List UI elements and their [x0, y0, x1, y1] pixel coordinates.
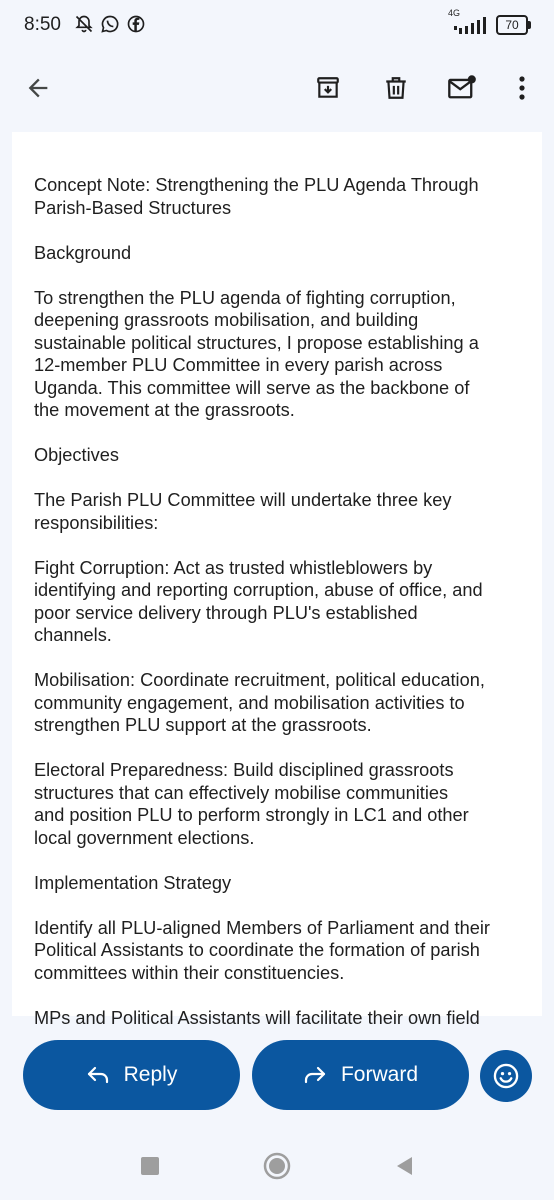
forward-button[interactable] — [252, 1040, 469, 1110]
status-system-icons — [448, 8, 528, 38]
home-circle-icon — [263, 1152, 291, 1180]
mark-unread-button[interactable] — [440, 66, 484, 110]
archive-button[interactable] — [306, 66, 350, 110]
archive-icon — [315, 75, 341, 101]
more-options-button[interactable] — [500, 66, 544, 110]
delete-button[interactable] — [374, 66, 418, 110]
section-heading-background: Background — [34, 242, 132, 263]
action-bar — [0, 1030, 554, 1120]
message-paragraph: Fight Corruption: Act as trusted whistleblowers by identifying and reporting corruption, abuse of office, and poor service delivery through PLU's established channels. — [34, 557, 483, 645]
emoji-icon — [492, 1062, 520, 1090]
message-paragraph: MPs and Political Assistants will facilitate their own field — [34, 1007, 480, 1028]
message-body — [34, 174, 526, 1052]
more-vert-icon — [518, 75, 526, 101]
emoji-reaction-button[interactable] — [480, 1050, 532, 1102]
reply-icon — [86, 1064, 110, 1086]
forward-label: Forward — [340, 1063, 419, 1086]
forward-icon — [303, 1064, 327, 1086]
email-toolbar — [0, 52, 554, 122]
message-paragraph: Electoral Preparedness: Build disciplined grassroots structures that can effectively mobilise communities and position PLU to perform strongly in LC1 and other local government elections. — [34, 760, 469, 848]
message-paragraph: To strengthen the PLU agenda of fighting corruption, deepening grassroots mobilisation, and building sustainable political structures, I propose establishing a 12-member PLU Committee in every parish across Uganda. This committee will serve as the backbone of the movement at the grassroots. — [34, 287, 479, 420]
signal-indicator — [448, 8, 488, 38]
back-arrow-icon — [24, 74, 52, 102]
section-heading-objectives: Objectives — [34, 445, 119, 465]
message-paragraph: Identify all PLU-aligned Members of Parliament and their Political Assistants to coordinate the formation of parish committees within their constituencies. — [34, 917, 490, 983]
muted-bell-icon — [74, 14, 94, 34]
battery-indicator: 70 — [496, 15, 528, 35]
recents-square-icon — [140, 1156, 160, 1176]
status-bar — [0, 0, 554, 52]
reply-label: Reply — [123, 1063, 178, 1086]
back-triangle-icon — [394, 1155, 414, 1177]
message-card — [12, 132, 542, 1028]
message-title: Concept Note: Strengthening the PLU Agenda Through Parish-Based Structures — [34, 175, 479, 218]
facebook-icon — [126, 14, 146, 34]
back-button[interactable] — [16, 66, 60, 110]
status-time: 8:50 — [24, 14, 61, 35]
back-nav-button[interactable] — [390, 1152, 418, 1180]
section-heading-implementation: Implementation Strategy — [34, 872, 232, 893]
message-paragraph: The Parish PLU Committee will undertake three key responsibilities: — [34, 490, 452, 533]
reply-button[interactable] — [23, 1040, 240, 1110]
status-notification-icons — [74, 14, 146, 34]
mark-unread-icon — [447, 74, 477, 102]
delete-icon — [383, 75, 409, 101]
system-nav-bar — [0, 1130, 554, 1200]
recents-button[interactable] — [136, 1152, 164, 1180]
network-type: 4G — [448, 8, 461, 18]
home-button[interactable] — [263, 1152, 291, 1180]
whatsapp-icon — [100, 14, 120, 34]
message-paragraph: Mobilisation: Coordinate recruitment, political education, community engagement, and mobilisation activities to strengthen PLU support at the grassroots. — [34, 670, 485, 735]
